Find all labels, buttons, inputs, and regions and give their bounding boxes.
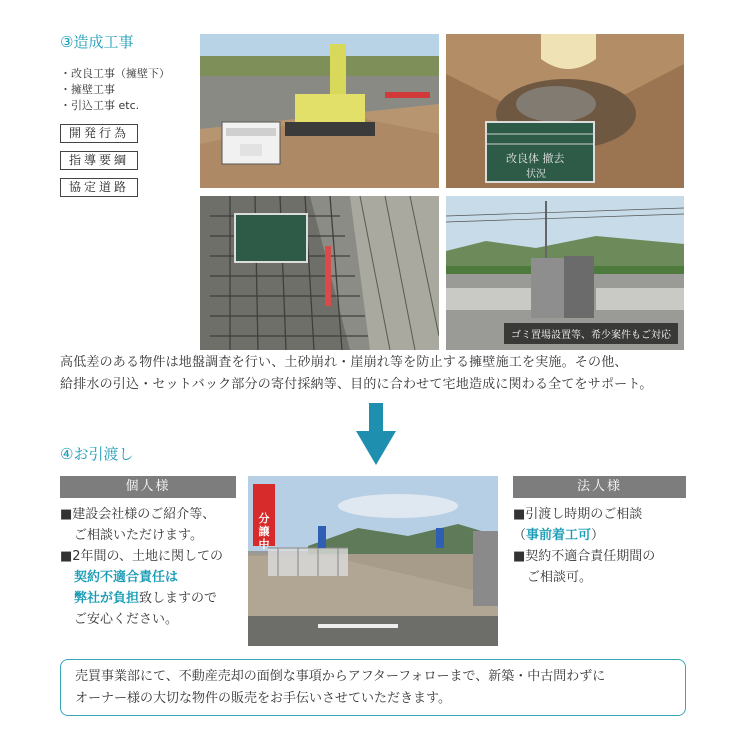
svg-text:状況: 状況: [526, 169, 546, 180]
photo-ground-improvement: [200, 34, 439, 188]
list-item: ご相談可。: [527, 570, 593, 585]
down-arrow-icon: [356, 403, 396, 465]
description-line: 給排水の引込・セットバック部分の寄付採納等、目的に合わせて宅地造成に関わる全てをサポート。: [60, 377, 653, 392]
corporate-list: [513, 504, 688, 588]
section3-title: ③造成工事: [60, 33, 134, 51]
bullet-item: ・ 引込工事 etc.: [60, 98, 170, 114]
photo-land-handover: [248, 476, 498, 646]
bullet-item: ・ 擁壁工事: [60, 82, 170, 98]
section4-title: ④お引渡し: [60, 445, 134, 463]
photo-caption-badge: ゴミ置場設置等、希少案件もご対応: [504, 323, 678, 344]
corporate-header: 法人様: [513, 476, 686, 498]
individual-list: [60, 504, 240, 630]
list-item: ご相談いただけます。: [74, 528, 203, 543]
list-item: ■契約不適合責任期間の: [513, 549, 656, 564]
list-item: 致しますので: [139, 591, 218, 606]
footer-line: 売買事業部にて、不動産売却の面倒な事項からアフターフォローまで、新築・中古問わずに: [75, 669, 606, 684]
svg-text:改良体 撤去: 改良体 撤去: [506, 152, 565, 165]
list-item: ご安心ください。: [74, 612, 179, 627]
paren-close: ）: [591, 528, 605, 543]
list-item: ■引渡し時期のご相談: [513, 507, 643, 522]
tag-kyoutei: 協定道路: [60, 178, 138, 197]
list-item: ■2年間の、土地に関しての: [60, 549, 224, 564]
highlight-company-burden: 弊社が負担: [74, 591, 140, 606]
footer-line: オーナー様の大切な物件の販売をお手伝いさせていただきます。: [75, 691, 451, 706]
description-line: 高低差のある物件は地盤調査を行い、土砂崩れ・崖崩れ等を防止する擁壁施工を実施。その他、: [60, 355, 628, 370]
highlight-early-construction: 事前着工可: [526, 528, 592, 543]
sale-sign-text: 分譲中: [258, 512, 270, 551]
tag-kaihatsu: 開発行為: [60, 124, 138, 143]
footer-message-box: [60, 659, 686, 716]
tag-shidou: 指導要綱: [60, 151, 138, 170]
paren-open: （: [513, 528, 527, 543]
list-item: ■建設会社様のご紹介等、: [60, 507, 216, 522]
photo-retaining-wall-rebar: [200, 196, 439, 350]
section3-description: [60, 352, 653, 396]
highlight-liability: 契約不適合責任は: [74, 570, 179, 585]
photo-excavation: [446, 34, 684, 188]
section3-bullet-list: [60, 66, 170, 114]
bullet-item: ・ 改良工事（擁壁下）: [60, 66, 170, 82]
photo-garbage-station: [446, 196, 684, 350]
individual-header: 個人様: [60, 476, 236, 498]
